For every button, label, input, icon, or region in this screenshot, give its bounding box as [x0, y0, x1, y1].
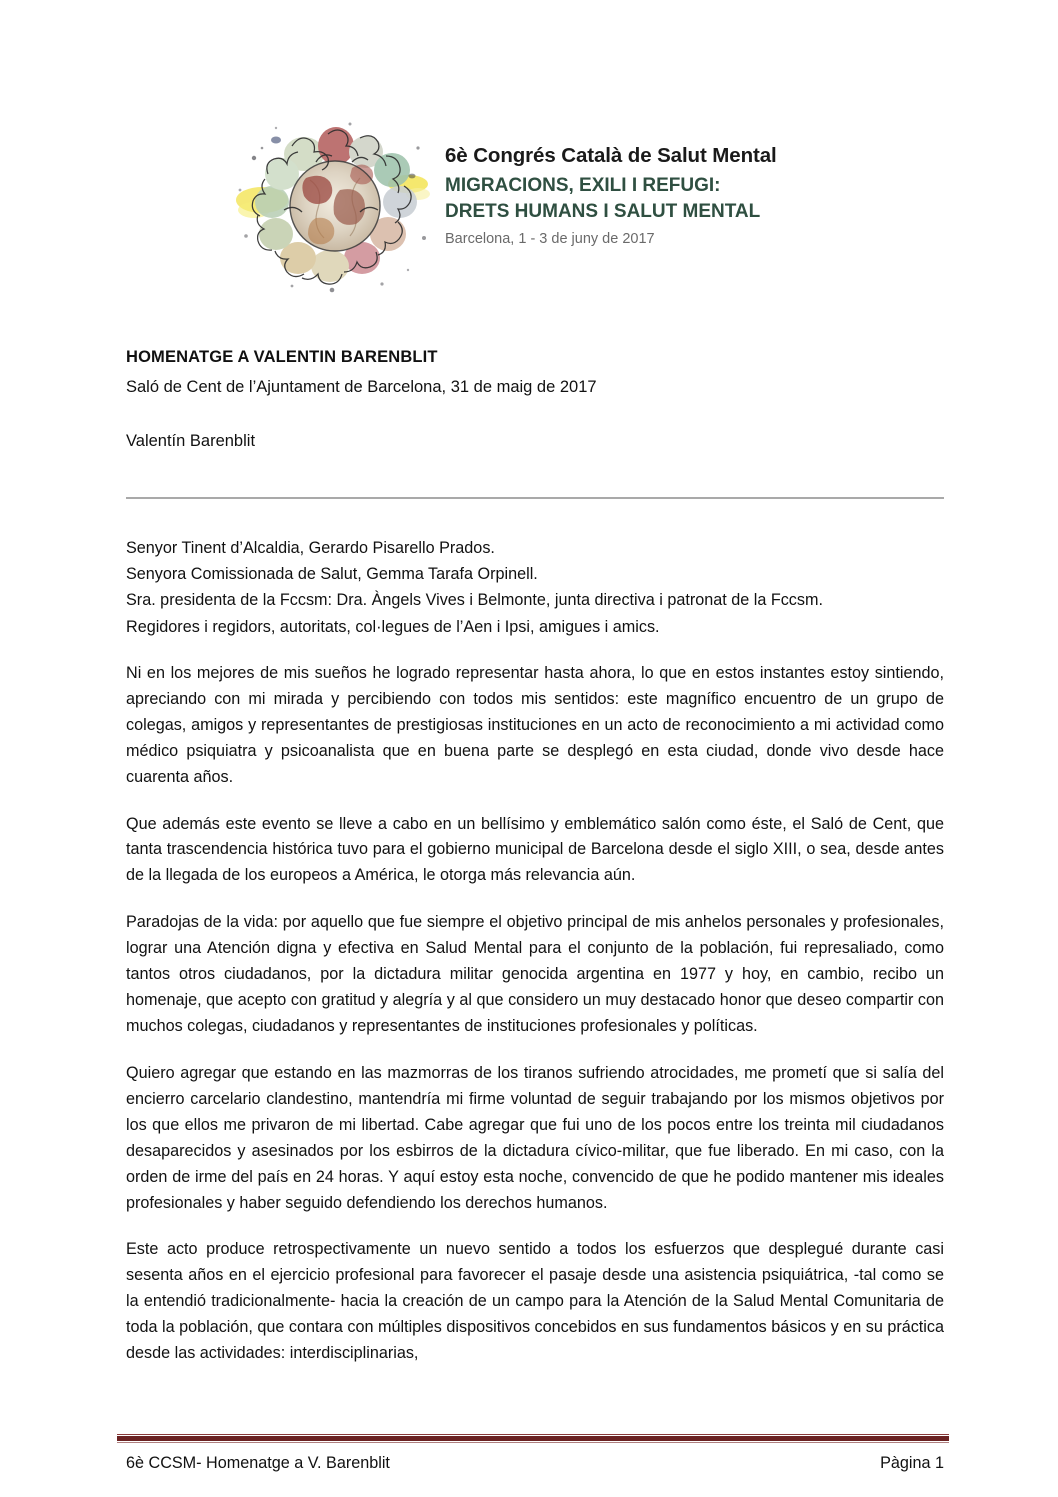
title-divider [126, 497, 944, 499]
salutation-line: Regidores i regidors, autoritats, col·legues de l’Aen i Ipsi, amigues i amics. [126, 617, 660, 636]
congress-subtitle-line-2: DRETS HUMANS I SALUT MENTAL [445, 200, 761, 222]
page-footer [126, 1454, 944, 1473]
footer-rule-bottom [117, 1442, 949, 1443]
footer-left-text: 6è CCSM- Homenatge a V. Barenblit [126, 1454, 390, 1472]
document-body [126, 535, 944, 1367]
salutation-block [126, 535, 944, 640]
congress-logo-icon [232, 118, 435, 298]
author-name: Valentín Barenblit [126, 432, 256, 450]
congress-header-text [445, 118, 777, 247]
body-paragraph: Paradojas de la vida: por aquello que fue siempre el objetivo principal de mis anhelos personales y profesionales, lograr una Atención digna y efectiva en Salud Mental para el conjunto de la población, fui represaliado, como tantos otros ciudadanos, por la dictadura militar genocida argentina en 1977 y hoy, en cambio, recibo un homenaje, que acepto con gratitud y alegría y al que considero un muy destacado honor que deseo compartir con muchos colegas, ciudadanos y representantes de instituciones profesionales y políticas. [126, 913, 944, 1035]
body-paragraph: Ni en los mejores de mis sueños he logrado representar hasta ahora, lo que en estos instantes estoy sintiendo, apreciando con mi mirada y percibiendo con todos mis sentidos: este magnífico encuentro de un grupo de colegas, amigos y representantes de prestigiosas instituciones en un acto de reconocimiento a mi actividad como médico psiquiatra y psicoanalista que en buena parte se desplegó en esta ciudad, donde vivo desde hace cuarenta años. [126, 663, 944, 786]
body-paragraph: Quiero agregar que estando en las mazmorras de los tiranos sufriendo atrocidades, me prometí que si salía del encierro carcelario clandestino, mantendría mi firme voluntad de seguir trabajando por los mismos objetivos por los que ellos me privaron de mi libertad. Cabe agregar que fui uno de los pocos entre los treinta mil ciudadanos desaparecidos y asesinados por los esbirros de la dictadura cívico-militar, que fue liberado. En mi caso, con la orden de irme del país en 24 horas. Y aquí estoy esta noche, convencido de que he podido mantener mis ideales profesionales y haber seguido defendiendo los derechos humanos. [126, 1063, 944, 1212]
congress-title: 6è Congrés Català de Salut Mental [445, 144, 777, 167]
congress-subtitle-line-1: MIGRACIONS, EXILI I REFUGI: [445, 174, 721, 196]
page-subtitle: Saló de Cent de l’Ajuntament de Barcelona, 31 de maig de 2017 [126, 378, 597, 396]
congress-header [232, 118, 932, 298]
page-title: HOMENATGE A VALENTIN BARENBLIT [126, 348, 438, 366]
body-paragraph: Que además este evento se lleve a cabo en un bellísimo y emblemático salón como éste, el Saló de Cent, que tanta trascendencia histórica tuvo para el gobierno municipal de Barcelona desde el siglo XIII, o sea, desde antes de la llegada de los europeos a América, le otorga más relevancia aún. [126, 814, 944, 885]
salutation-line: Senyor Tinent d’Alcaldia, Gerardo Pisarello Prados. [126, 539, 495, 557]
footer-rule [117, 1436, 949, 1441]
body-paragraph: Este acto produce retrospectivamente un nuevo sentido a todos los esfuerzos que desplegué durante casi sesenta años en el ejercicio profesional para favorecer el pasaje desde una asistencia psiquiátrica, -tal como se la entendió tradicionalmente- hacia la creación de un campo para la Atención de la Salud Mental Comunitaria de toda la población, que contara con múltiples dispositivos concebidos en sus fundamentos básicos y en su práctica desde las actividades: interdisciplinarias, [126, 1240, 944, 1363]
salutation-line: Senyora Comissionada de Salut, Gemma Tarafa Orpinell. [126, 565, 538, 584]
congress-date: Barcelona, 1 - 3 de juny de 2017 [445, 231, 655, 247]
salutation-line: Sra. presidenta de la Fccsm: Dra. Àngels Vives i Belmonte, junta directiva i patronat de la Fccsm. [126, 591, 823, 610]
footer-page-number: Pàgina 1 [880, 1454, 944, 1472]
footer-rule-top [117, 1434, 949, 1435]
